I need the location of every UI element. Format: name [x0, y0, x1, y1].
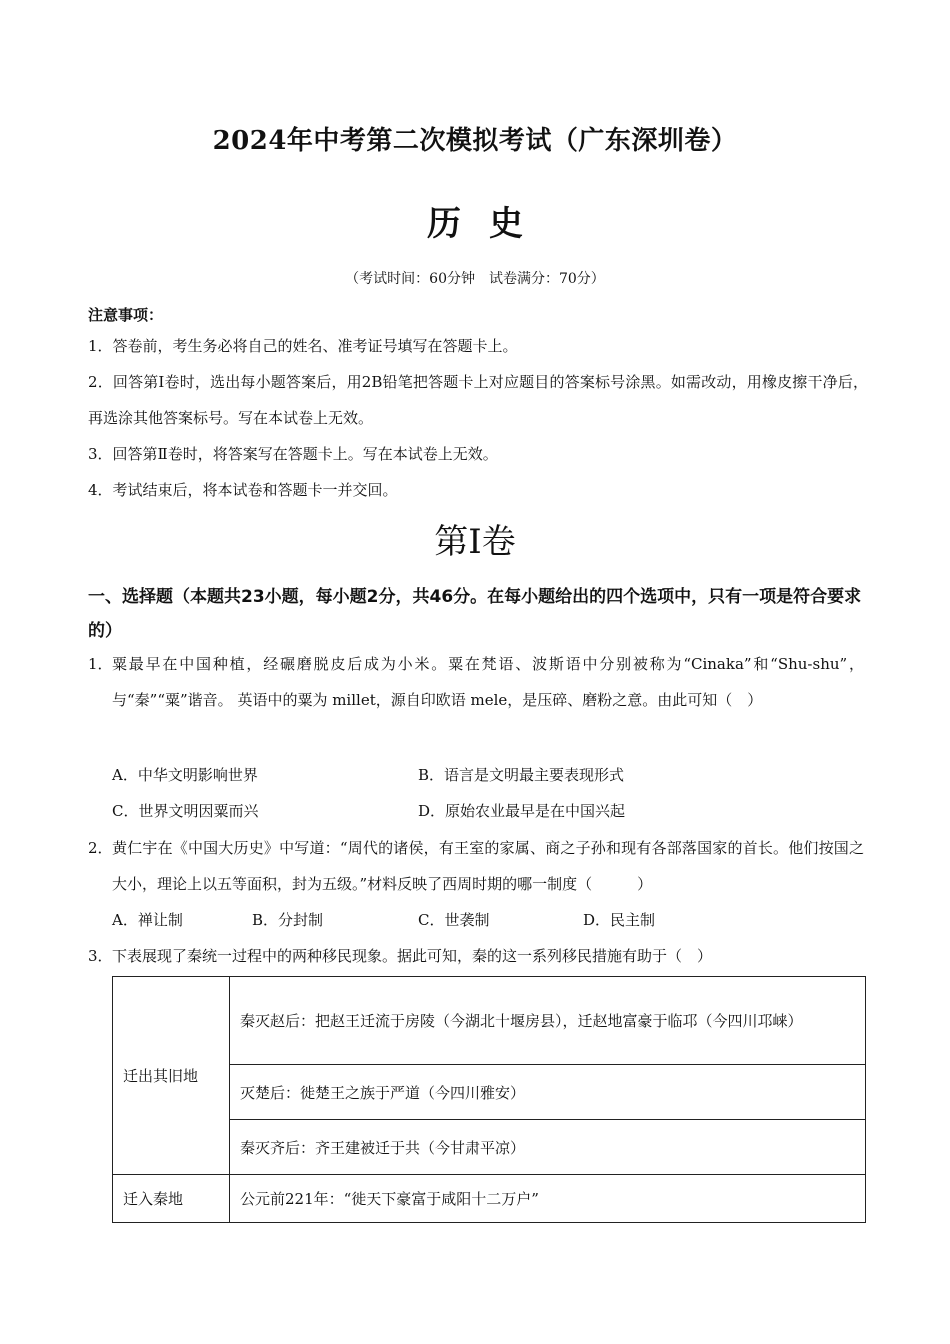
question-number: 2．	[88, 839, 113, 857]
table-row-label: 迁出其旧地	[113, 977, 230, 1175]
option-b[interactable]: B．分封制	[252, 911, 324, 929]
notice-item: 1．答卷前，考生务必将自己的姓名、准考证号填写在答题卡上。	[88, 337, 518, 355]
option-a[interactable]: A．禅让制	[112, 911, 183, 929]
notice-item: 2．回答第Ⅰ卷时，选出每小题答案后，用2B铅笔把答题卡上对应题目的答案标号涂黑。如需改动，用橡皮擦干净后，再选涂其他答案标号。写在本试卷上无效。	[88, 373, 868, 427]
table-cell: 秦灭赵后：把赵王迁流于房陵（今湖北十堰房县），迁赵地富豪于临邛（今四川邛崃）	[230, 977, 866, 1065]
option-d[interactable]: D．原始农业最早是在中国兴起	[418, 802, 626, 820]
migration-table	[112, 976, 866, 1223]
question-2	[88, 830, 864, 902]
section-title: 第Ⅰ卷	[434, 522, 516, 562]
notice-item: 3．回答第Ⅱ卷时，将答案写在答题卡上。写在本试卷上无效。	[88, 445, 498, 463]
exam-info: （考试时间：60分钟 试卷满分：70分）	[345, 271, 605, 287]
table-cell: 公元前221年：“徙天下豪富于咸阳十二万户”	[230, 1175, 866, 1223]
exam-title: 2024年中考第二次模拟考试（广东深圳卷）	[212, 126, 738, 156]
table-row	[113, 977, 866, 1065]
question-3	[88, 938, 864, 974]
option-c[interactable]: C．世界文明因粟而兴	[112, 802, 259, 820]
option-b[interactable]: B．语言是文明最主要表现形式	[418, 766, 625, 784]
option-d[interactable]: D．民主制	[583, 911, 656, 929]
question-stem: 粟最早在中国种植，经碾磨脱皮后成为小米。粟在梵语、波斯语中分别被称为“Cinaka”和“Shu-shu”，与“秦”“粟”谐音。 英语中的粟为 millet，源自印欧语 mele，是压碎、磨粉之意。由此可知（ ）	[112, 655, 864, 709]
subject-title: 历史	[427, 204, 551, 244]
question-1	[88, 646, 864, 718]
option-a[interactable]: A．中华文明影响世界	[112, 766, 258, 784]
part-heading: 一、选择题（本题共23小题，每小题2分，共46分。在每小题给出的四个选项中，只有一项是符合要求的）	[88, 587, 862, 641]
option-c[interactable]: C．世袭制	[418, 911, 490, 929]
question-number: 3．	[88, 947, 113, 965]
table-cell: 灭楚后：徙楚王之族于严道（今四川雅安）	[230, 1065, 866, 1120]
question-stem: 下表展现了秦统一过程中的两种移民现象。据此可知，秦的这一系列移民措施有助于（ ）	[112, 947, 713, 965]
notice-item: 4．考试结束后，将本试卷和答题卡一并交回。	[88, 481, 398, 499]
table-row-label: 迁入秦地	[113, 1175, 230, 1223]
question-number: 1．	[88, 655, 113, 673]
notice-heading: 注意事项：	[88, 306, 164, 324]
question-stem: 黄仁宇在《中国大历史》中写道：“周代的诸侯，有王室的家属、商之子孙和现有各部落国家的首长。他们按国之大小，理论上以五等面积，封为五级。”材料反映了西周时期的哪一制度（ ）	[112, 839, 864, 893]
table-cell: 秦灭齐后：齐王建被迁于共（今甘肃平凉）	[230, 1120, 866, 1175]
table-row	[113, 1175, 866, 1223]
